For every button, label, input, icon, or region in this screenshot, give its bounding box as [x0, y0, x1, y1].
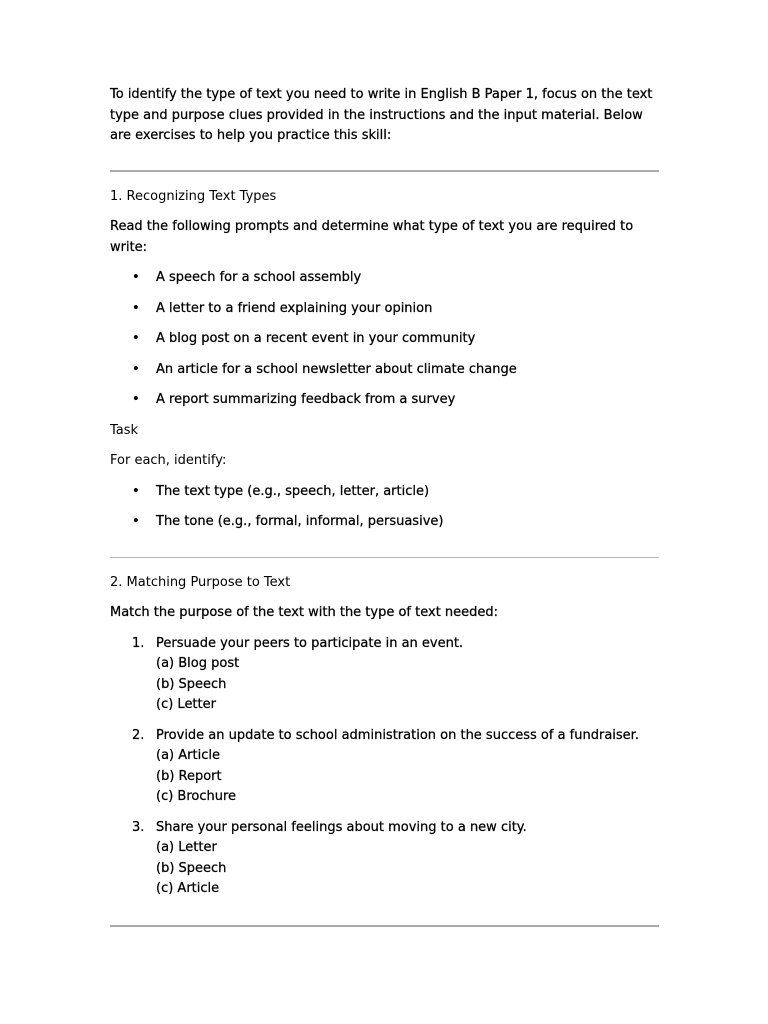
question-item — [110, 726, 659, 808]
section2-heading: 2. Matching Purpose to Text — [110, 574, 291, 590]
list-item — [110, 512, 659, 533]
intro-paragraph: To identify the type of text you need to write in English B Paper 1, focus on the text type and purpose clues provided in the instructions and the input material. Below are exercises to help you practice this skill: — [110, 87, 653, 143]
question-text: Provide an update to school administration on the success of a fundraiser. — [156, 727, 639, 743]
list-item — [110, 360, 659, 381]
answer-option: (a) Article — [156, 748, 220, 763]
section1-instruction: Read the following prompts and determine what type of text you are required to write: — [110, 219, 634, 255]
list-item — [110, 482, 659, 503]
answer-option: (b) Speech — [156, 860, 227, 876]
list-item — [110, 299, 659, 320]
answer-option: (c) Letter — [156, 697, 216, 712]
prompt-text: A letter to a friend explaining your opinion — [156, 300, 433, 316]
question-text: Persuade your peers to participate in an event. — [156, 635, 464, 651]
bullet-icon: • — [132, 331, 140, 346]
identify-text: The tone (e.g., formal, informal, persuasive) — [156, 514, 444, 529]
answer-option: (c) Article — [156, 881, 220, 896]
list-item — [110, 268, 659, 289]
list-item — [110, 390, 659, 411]
identify-text: The text type (e.g., speech, letter, article) — [156, 483, 430, 499]
bullet-icon: • — [132, 514, 140, 529]
section-divider — [110, 925, 659, 927]
matching-list — [110, 634, 659, 900]
answer-option: (b) Report — [156, 768, 222, 784]
prompt-text: A blog post on a recent event in your community — [156, 331, 476, 346]
list-item — [110, 329, 659, 350]
answer-option: (a) Blog post — [156, 656, 240, 671]
identify-list — [110, 482, 659, 533]
bullet-icon: • — [132, 270, 140, 285]
section1-heading: 1. Recognizing Text Types — [110, 188, 277, 204]
question-number: 2. — [132, 727, 145, 743]
question-item — [110, 818, 659, 900]
prompt-text: An article for a school newsletter about climate change — [156, 361, 517, 377]
prompt-text: A report summarizing feedback from a survey — [156, 392, 456, 407]
answer-option: (c) Brochure — [156, 789, 237, 804]
question-text: Share your personal feelings about moving to a new city. — [156, 819, 527, 835]
question-number: 1. — [132, 635, 145, 651]
identify-label: For each, identify: — [110, 453, 227, 468]
bullet-icon: • — [132, 300, 140, 316]
prompt-text: A speech for a school assembly — [156, 270, 362, 285]
task-label: Task — [110, 422, 139, 438]
question-number: 3. — [132, 819, 145, 835]
bullet-icon: • — [132, 483, 140, 499]
section2-instruction: Match the purpose of the text with the type of text needed: — [110, 605, 499, 620]
prompt-list — [110, 268, 659, 411]
bullet-icon: • — [132, 392, 140, 407]
question-item — [110, 634, 659, 716]
answer-option: (b) Speech — [156, 676, 227, 692]
document-page — [110, 85, 659, 927]
bullet-icon: • — [132, 361, 140, 377]
answer-option: (a) Letter — [156, 840, 217, 855]
